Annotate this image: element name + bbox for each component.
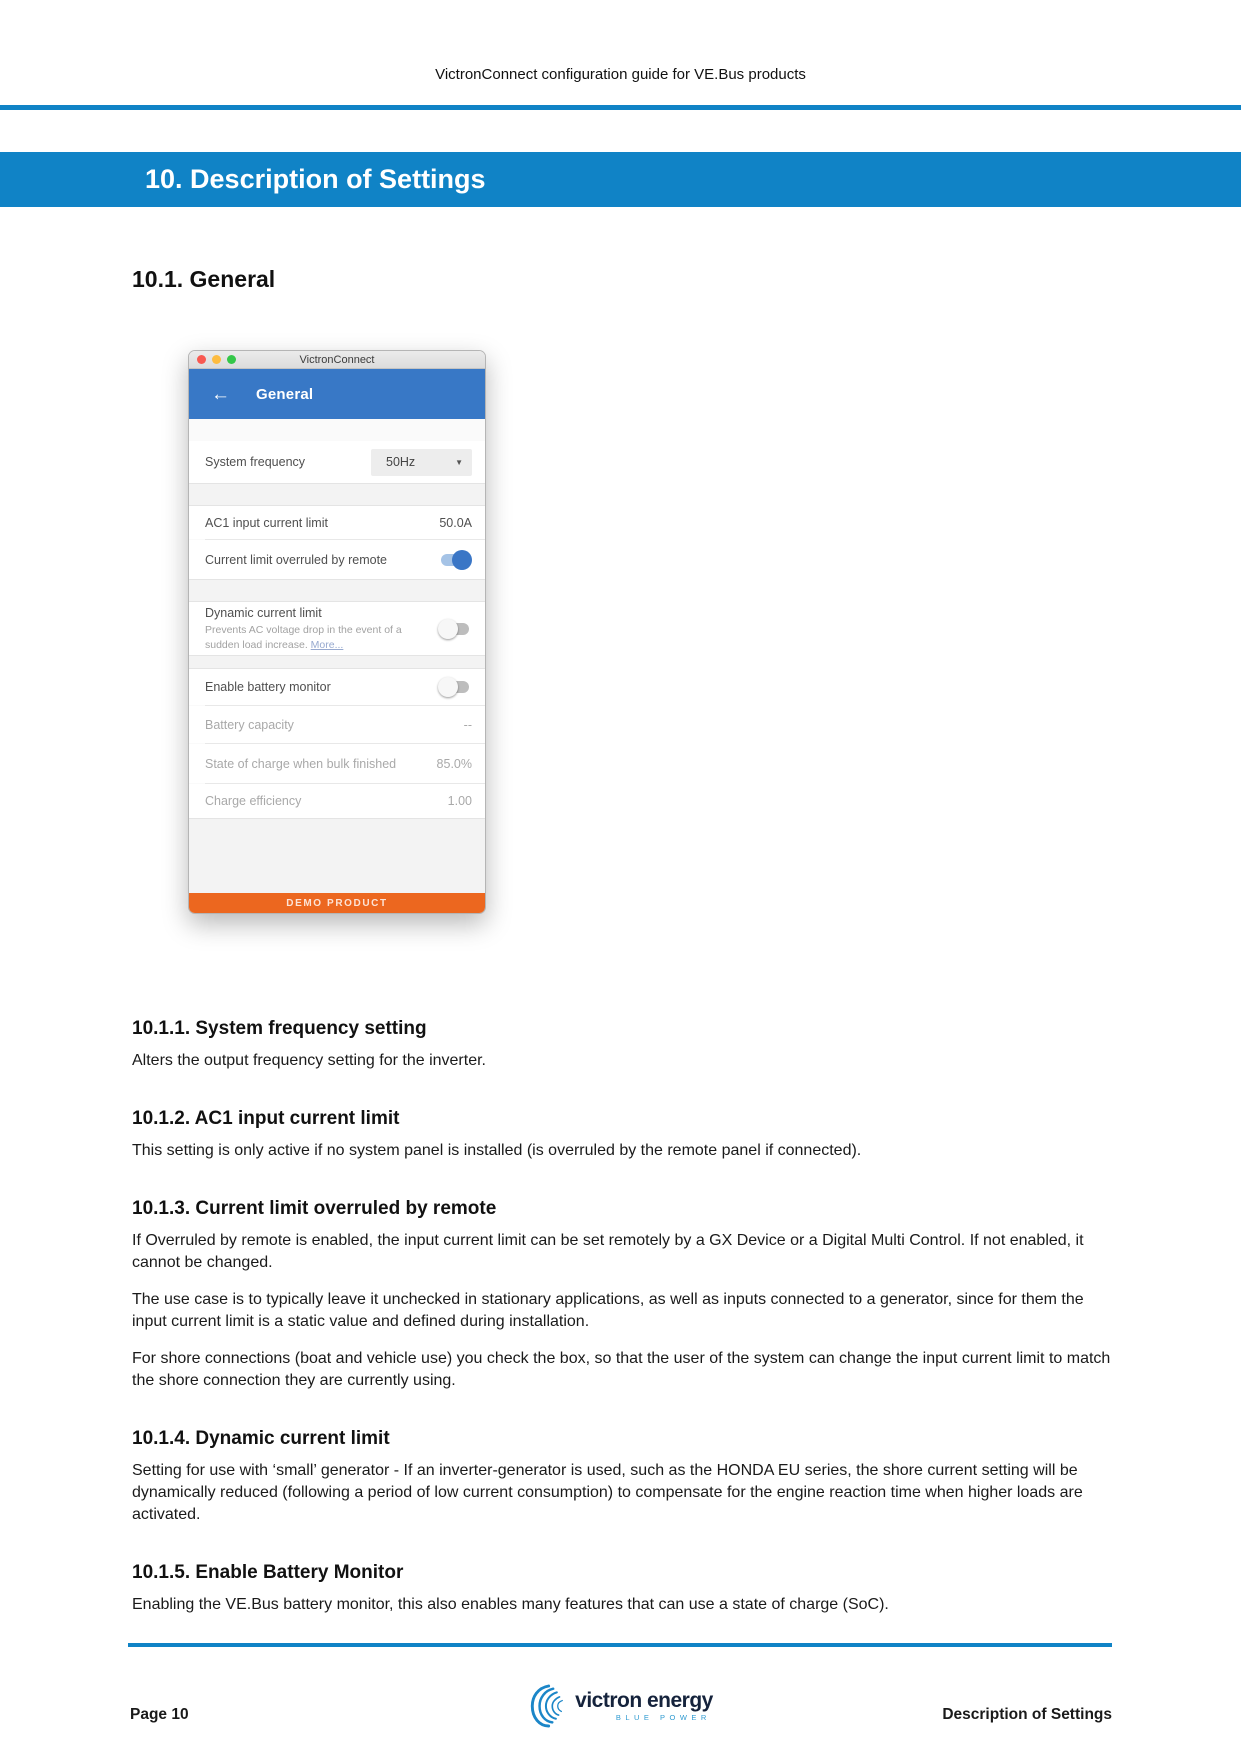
paragraph: Enabling the VE.Bus battery monitor, this also enables many features that can use a state of charge (SoC).: [132, 1596, 889, 1613]
overruled-toggle[interactable]: [438, 550, 472, 570]
row-dynamic-current-limit: [189, 602, 485, 655]
system-frequency-dropdown[interactable]: [371, 449, 472, 476]
dynamic-limit-text: [205, 606, 433, 652]
section-enable-battery-monitor: [132, 1562, 1117, 1616]
soc-label: State of charge when bulk finished: [205, 756, 397, 771]
ac1-limit-label: AC1 input current limit: [205, 515, 328, 530]
dynamic-limit-label: Dynamic current limit: [205, 605, 322, 620]
ac1-limit-value: 50.0A: [439, 515, 472, 530]
section-ac1-input-current-limit: [132, 1108, 1117, 1162]
chapter-banner: [0, 152, 1241, 207]
section-system-frequency: [132, 1018, 1117, 1072]
section-dynamic-current-limit: [132, 1428, 1117, 1526]
dynamic-limit-description: [205, 624, 402, 651]
paragraph: For shore connections (boat and vehicle use) you check the box, so that the user of the system can change the input current limit to match the shore connection they are currently using.: [132, 1350, 1111, 1389]
battery-monitor-toggle[interactable]: [438, 677, 472, 697]
toggle-thumb: [438, 677, 458, 697]
group-spacer: [189, 483, 485, 506]
victronconnect-app-window: [188, 350, 486, 914]
paragraph: If Overruled by remote is enabled, the input current limit can be set remotely by a GX Device or a Digital Multi Control. If not enabled, it cannot be changed.: [132, 1232, 1084, 1271]
section-title: 10.1. General: [132, 266, 276, 292]
soc-value: 85.0%: [436, 756, 472, 771]
row-current-limit-overruled: [189, 540, 485, 579]
charge-efficiency-label: Charge efficiency: [205, 794, 302, 808]
dynamic-limit-description-text: Prevents AC voltage drop in the event of a sudden load increase.: [205, 623, 402, 651]
row-charge-efficiency: [189, 784, 485, 818]
row-ac1-input-current-limit[interactable]: [189, 506, 485, 539]
system-frequency-label: System frequency: [205, 455, 306, 469]
logo-name: victron energy: [575, 1688, 713, 1712]
page-number: Page 10: [130, 1706, 189, 1723]
subsection-heading: 10.1.1. System frequency setting: [132, 1018, 427, 1039]
paragraph: The use case is to typically leave it unchecked in stationary applications, as well as inputs connected to a generator, since for them the input current limit is a static value and defined during installation.: [132, 1291, 1084, 1330]
footer-section-name: Description of Settings: [942, 1706, 1112, 1723]
mac-titlebar: [189, 351, 485, 369]
chevron-down-icon: ▼: [455, 457, 463, 467]
footer-rule: [128, 1643, 1112, 1647]
subsection-heading: 10.1.5. Enable Battery Monitor: [132, 1562, 404, 1583]
dynamic-limit-toggle[interactable]: [438, 619, 472, 639]
demo-product-banner: DEMO PRODUCT: [189, 893, 485, 913]
header-rule: [0, 105, 1241, 110]
back-arrow-icon[interactable]: ←: [211, 383, 230, 405]
paragraph: This setting is only active if no system panel is installed (is overruled by the remote panel if connected).: [132, 1142, 862, 1159]
charge-efficiency-value: 1.00: [447, 794, 472, 808]
row-state-of-charge: [189, 744, 485, 783]
window-title: VictronConnect: [299, 353, 375, 366]
app-empty-area: [189, 818, 485, 898]
row-system-frequency: [189, 441, 485, 483]
paragraph: Setting for use with ‘small’ generator - If an inverter-generator is used, such as the HONDA EU series, the shore current setting will be dynamically reduced (following a period of low current consumption) to compensate for the engine reaction time when higher loads are activated.: [132, 1462, 1083, 1523]
overruled-label: Current limit overruled by remote: [205, 552, 388, 567]
toggle-thumb: [452, 550, 472, 570]
chapter-title: 10. Description of Settings: [145, 164, 486, 194]
battery-monitor-label: Enable battery monitor: [205, 680, 331, 694]
doc-sections: [132, 1018, 1117, 1631]
subsection-heading: 10.1.4. Dynamic current limit: [132, 1428, 390, 1449]
paragraph: Alters the output frequency setting for the inverter.: [132, 1052, 486, 1069]
group-spacer: [189, 655, 485, 669]
system-frequency-value: 50Hz: [386, 455, 416, 469]
doc-header-title: VictronConnect configuration guide for VE.Bus products: [435, 66, 806, 83]
app-screen-title: General: [256, 385, 314, 403]
battery-capacity-value: --: [463, 717, 472, 732]
subsection-heading: 10.1.3. Current limit overruled by remote: [132, 1198, 497, 1219]
toggle-thumb: [438, 619, 458, 639]
row-battery-capacity: [189, 706, 485, 743]
group-spacer: [189, 579, 485, 602]
more-link[interactable]: More...: [310, 638, 344, 651]
section-current-limit-overruled: [132, 1198, 1117, 1392]
logo-subtext: BLUE POWER: [615, 1712, 711, 1722]
row-enable-battery-monitor: [189, 669, 485, 705]
subsection-heading: 10.1.2. AC1 input current limit: [132, 1108, 400, 1129]
battery-capacity-label: Battery capacity: [205, 717, 294, 732]
app-header-bar: [189, 369, 485, 419]
